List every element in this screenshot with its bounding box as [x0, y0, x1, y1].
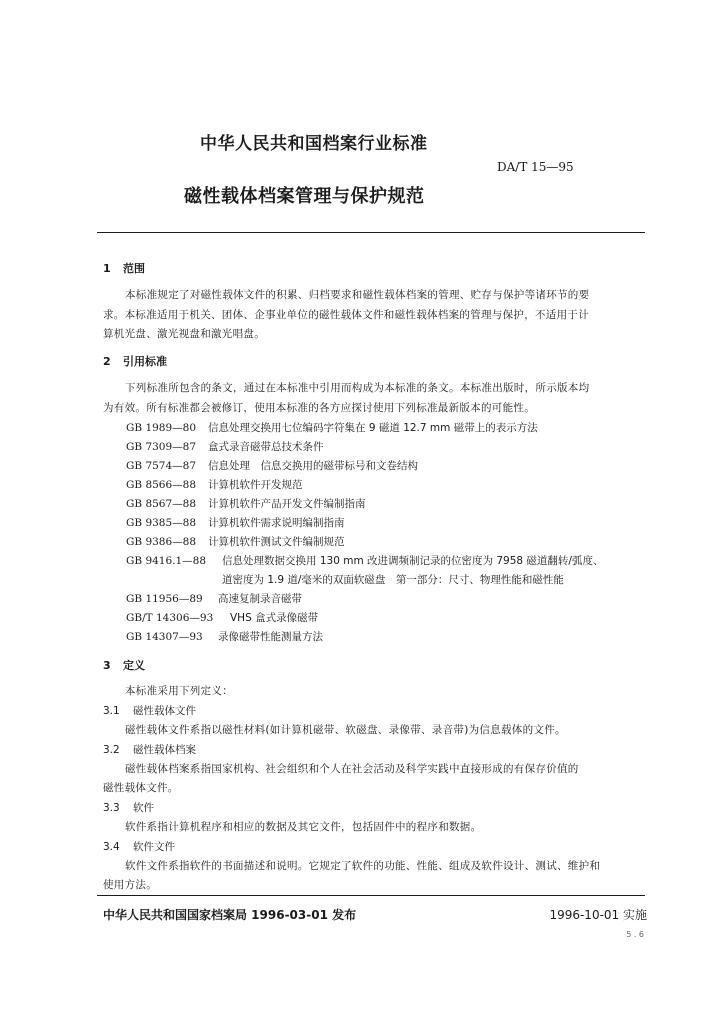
- definition-number: 3.1: [103, 705, 120, 717]
- paragraph-line: 使用方法。: [103, 879, 157, 891]
- reference-item: [126, 458, 418, 473]
- reference-title: 高速复制录音磁带: [218, 593, 302, 605]
- reference-title: 信息处理数据交换用 130 mm 改进调频制记录的位密度为 7958 磁道翻转/弧度、: [222, 555, 604, 567]
- reference-code: GB 9385—88: [126, 517, 197, 529]
- reference-item: [126, 610, 318, 625]
- reference-item: [126, 496, 366, 511]
- reference-item: [126, 591, 302, 606]
- paragraph-line: 磁性载体档案系指国家机构、社会组织和个人在社会活动及科学实践中直接形成的有保存价值的: [125, 763, 579, 775]
- paragraph-line: 磁性载体文件。: [103, 782, 179, 794]
- section-1-heading: [103, 260, 145, 276]
- standard-code: DA/T 15—95: [497, 160, 574, 174]
- reference-title: 盒式录音磁带总技术条件: [208, 441, 324, 453]
- reference-code: GB 14307—93: [126, 631, 203, 643]
- section-title: 引用标准: [123, 355, 167, 368]
- reference-item: [126, 515, 345, 530]
- footer-divider: [97, 895, 645, 896]
- reference-code: GB/T 14306—93: [126, 612, 214, 624]
- definition-heading: [103, 703, 196, 718]
- issuing-standard-category: 中华人民共和国档案行业标准: [200, 134, 428, 154]
- paragraph-line: 下列标准所包含的条文，通过在本标准中引用而构成为本标准的条文。本标准出版时，所示版本均: [125, 382, 590, 394]
- paragraph-line: 磁性载体文件系指以磁性材料(如计算机磁带、软磁盘、录像带、录音带)为信息载体的文件。: [125, 724, 566, 736]
- paragraph-line: 求。本标准适用于机关、团体、企事业单位的磁性载体文件和磁性载体档案的管理与保护，不适用于计: [103, 309, 589, 321]
- reference-title: 计算机软件开发规范: [208, 479, 303, 491]
- definition-number: 3.4: [103, 841, 120, 853]
- reference-item: [126, 534, 345, 549]
- definition-heading: [103, 839, 175, 854]
- reference-code: GB 8567—88: [126, 498, 197, 510]
- definition-term: 软件文件: [133, 841, 175, 853]
- effective-date: 1996-10-01 实施: [549, 908, 647, 922]
- reference-code: GB 1989—80: [126, 422, 197, 434]
- section-number: 2: [103, 355, 111, 368]
- definition-number: 3.3: [103, 802, 120, 814]
- paragraph-line: 本标准采用下列定义：: [125, 685, 233, 697]
- reference-title: 计算机软件测试文件编制规范: [208, 536, 345, 548]
- document-title: 磁性载体档案管理与保护规范: [184, 186, 425, 207]
- section-number: 3: [103, 659, 111, 672]
- definition-term: 磁性载体档案: [133, 744, 196, 756]
- section-title: 范围: [123, 262, 145, 275]
- reference-item: [126, 439, 324, 454]
- reference-code: GB 7574—87: [126, 460, 197, 472]
- section-2-heading: [103, 353, 167, 369]
- section-number: 1: [103, 262, 111, 275]
- reference-item: [126, 477, 303, 492]
- reference-title: VHS 盒式录像磁带: [230, 612, 319, 624]
- page-number: 5 . 6: [626, 930, 644, 939]
- reference-item: [126, 553, 603, 568]
- paragraph-line: 算机光盘、激光视盘和激光唱盘。: [103, 328, 265, 340]
- definition-number: 3.2: [103, 744, 120, 756]
- reference-code: GB 9416.1—88: [126, 555, 207, 567]
- reference-code: GB 8566—88: [126, 479, 197, 491]
- reference-code: GB 7309—87: [126, 441, 197, 453]
- paragraph-line: 为有效。所有标准都会被修订，使用本标准的各方应探讨使用下列标准最新版本的可能性。: [103, 402, 535, 414]
- reference-title: 信息处理 信息交换用的磁带标号和文卷结构: [208, 460, 418, 472]
- header-divider: [97, 232, 645, 233]
- reference-title: 计算机软件产品开发文件编制指南: [208, 498, 366, 510]
- reference-item: [126, 629, 323, 644]
- section-title: 定义: [123, 659, 145, 672]
- reference-code: GB 9386—88: [126, 536, 197, 548]
- reference-code: GB 11956—89: [126, 593, 203, 605]
- issuer-line: 中华人民共和国国家档案局 1996-03-01 发布: [103, 908, 357, 922]
- reference-title: 录像磁带性能测量方法: [218, 631, 323, 643]
- reference-title: 信息处理交换用七位编码字符集在 9 磁道 12.7 mm 磁带上的表示方法: [208, 422, 538, 434]
- definition-heading: [103, 742, 196, 757]
- section-3-heading: [103, 657, 145, 673]
- reference-title: 计算机软件需求说明编制指南: [208, 517, 345, 529]
- reference-item: [126, 420, 538, 435]
- definition-heading: [103, 800, 154, 815]
- paragraph-line: 软件文件系指软件的书面描述和说明。它规定了软件的功能、性能、组成及软件设计、测试、维护和: [125, 860, 601, 872]
- paragraph-line: 本标准规定了对磁性载体文件的积累、归档要求和磁性载体档案的管理、贮存与保护等诸环节的要: [125, 289, 590, 301]
- reference-continuation: 道密度为 1.9 道/毫米的双面软磁盘 第一部分：尺寸、物理性能和磁性能: [222, 574, 564, 586]
- paragraph-line: 软件系指计算机程序和相应的数据及其它文件，包括固件中的程序和数据。: [125, 821, 482, 833]
- definition-term: 磁性载体文件: [133, 705, 196, 717]
- definition-term: 软件: [133, 802, 154, 814]
